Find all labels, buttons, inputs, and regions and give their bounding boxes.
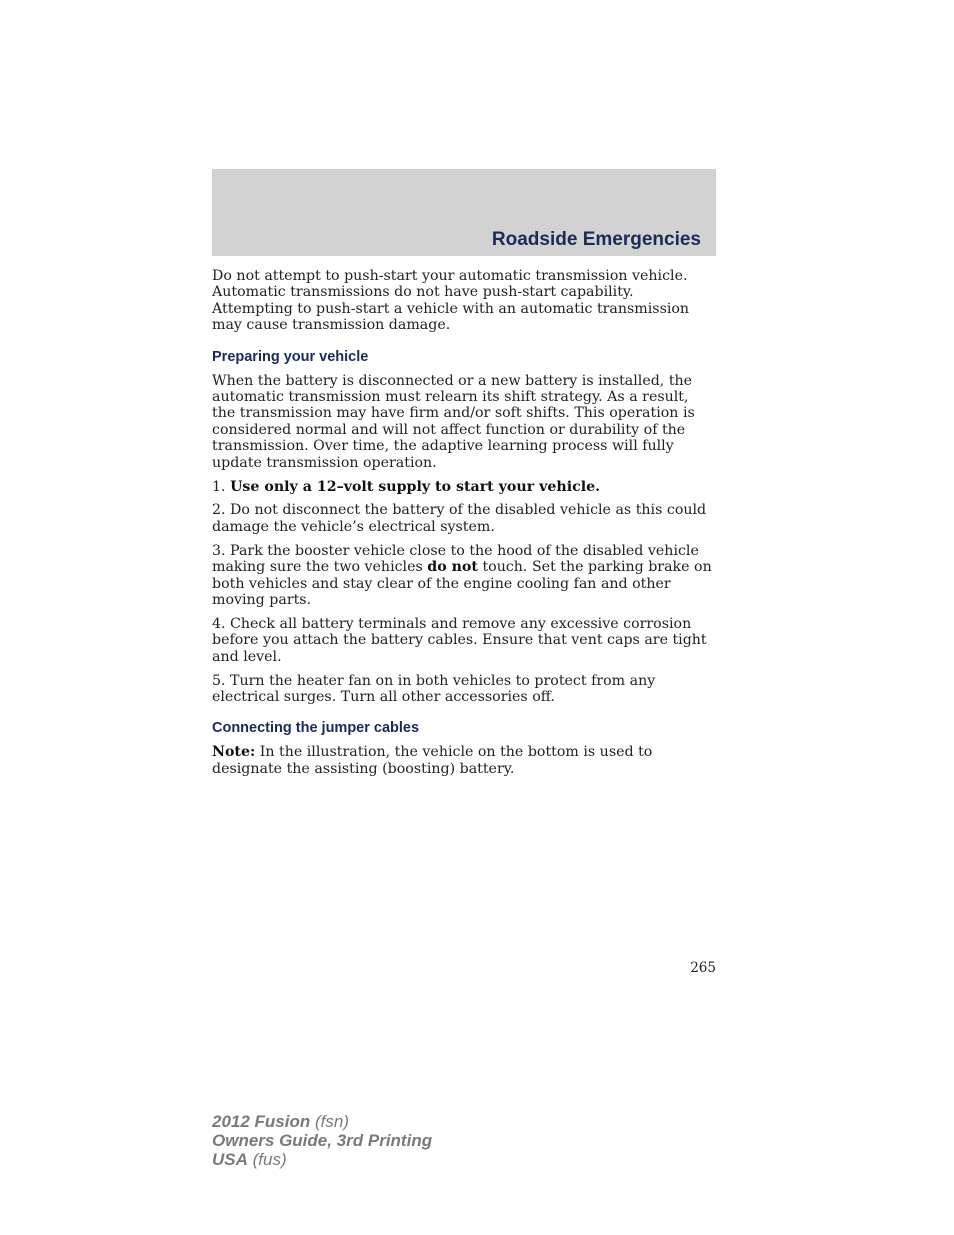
step-3-text-a: 3. Park the booster vehicle close to the hood of the disabled vehicle making sure the two vehicles — [212, 542, 699, 576]
document-footer — [212, 1112, 432, 1169]
footer-model-code: (fsn) — [315, 1112, 349, 1131]
footer-edition: Owners Guide, 3rd Printing — [212, 1131, 433, 1150]
step-2: 2. Do not disconnect the battery of the disabled vehicle as this could damage the vehicle’s electrical system. — [212, 502, 707, 535]
preparing-body-paragraph: When the battery is disconnected or a new battery is installed, the automatic transmission must relearn its shift strategy. As a result, the transmission may have firm and/or soft shifts. This operation is considered normal and will not affect function or durability of the transmission. Over time, the adaptive learning process will fully update transmission operation. — [212, 372, 695, 471]
step-4: 4. Check all battery terminals and remove any excessive corrosion before you attach the battery cables. Ensure that vent caps are tight and level. — [212, 615, 707, 665]
note-text: In the illustration, the vehicle on the bottom is used to designate the assisting (boosting) battery. — [212, 744, 653, 777]
step-1-number: 1. — [212, 478, 226, 495]
footer-line-3 — [212, 1150, 432, 1169]
note-label: Note: — [212, 744, 256, 761]
step-1-text: Use only a 12–volt supply to start your vehicle. — [230, 478, 601, 495]
step-1 — [212, 479, 716, 495]
footer-model: 2012 Fusion — [212, 1112, 311, 1131]
section-header-band — [212, 169, 716, 256]
note-paragraph — [212, 744, 716, 777]
footer-market: USA — [212, 1150, 248, 1169]
step-3 — [212, 543, 716, 609]
step-3-text-b: touch. Set the parking brake on both vehicles and stay clear of the engine cooling fan and other moving parts. — [212, 559, 712, 608]
intro-paragraph: Do not attempt to push-start your automatic transmission vehicle. Automatic transmissions do not have push-start capability. Attempting to push-start a vehicle with an automatic transmission may cause transmission damage. — [212, 268, 690, 334]
section-title: Roadside Emergencies — [491, 229, 701, 250]
page-content — [212, 268, 716, 785]
page-number: 265 — [690, 960, 716, 976]
footer-line-1 — [212, 1112, 432, 1131]
footer-market-code: (fus) — [252, 1150, 287, 1169]
heading-connecting-cables: Connecting the jumper cables — [212, 720, 420, 737]
step-5: 5. Turn the heater fan on in both vehicles to protect from any electrical surges. Turn all other accessories off. — [212, 672, 656, 706]
heading-preparing-vehicle: Preparing your vehicle — [212, 348, 369, 365]
footer-line-2 — [212, 1131, 432, 1150]
step-3-emphasis: do not — [427, 559, 478, 576]
